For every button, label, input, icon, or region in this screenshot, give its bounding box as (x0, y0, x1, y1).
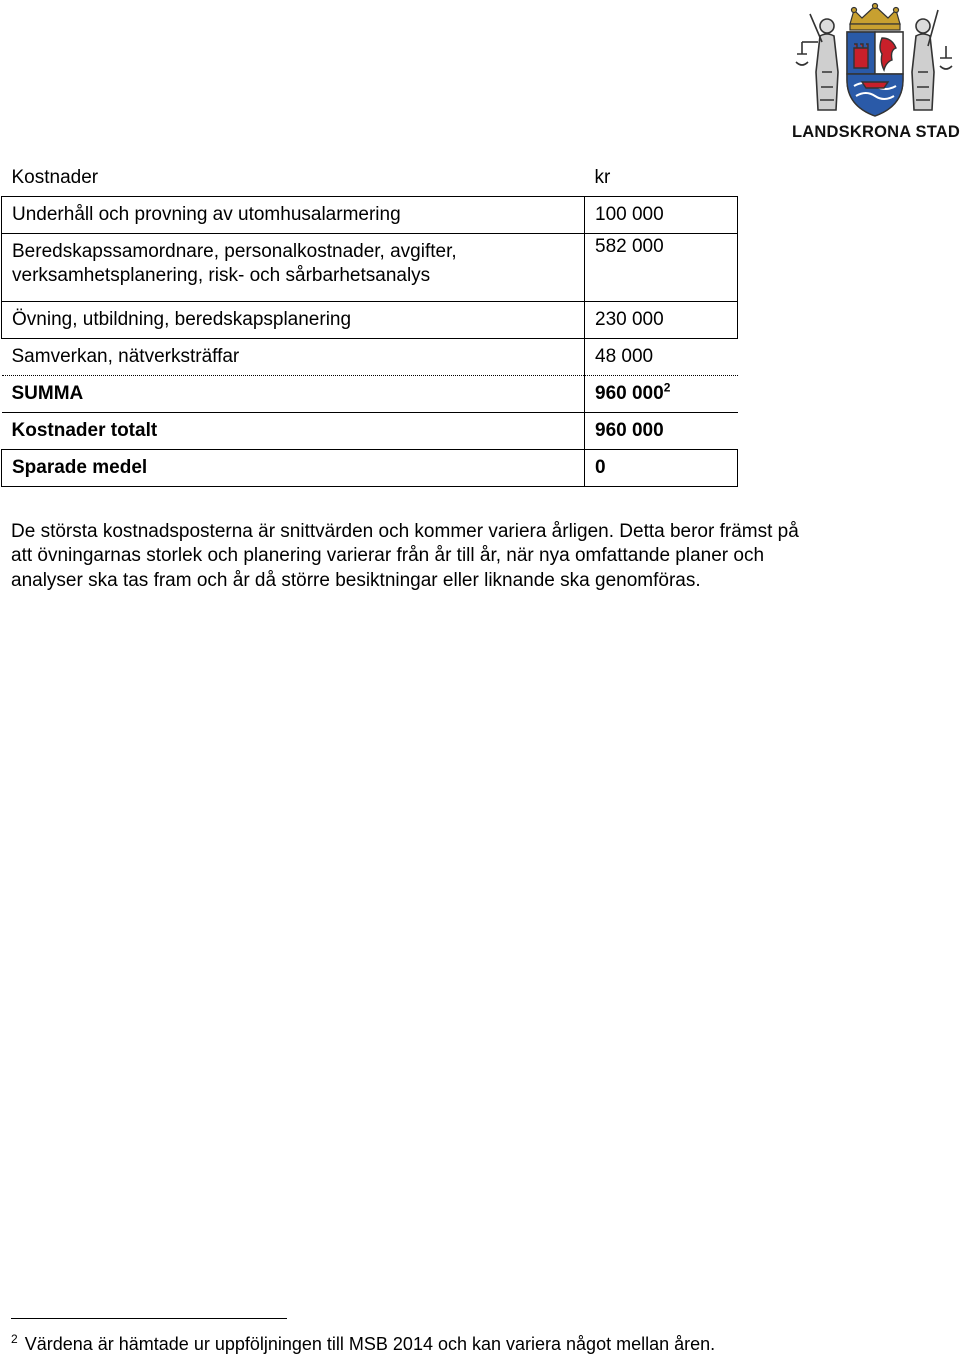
coat-of-arms-icon (792, 2, 958, 120)
saved-amount: 0 (585, 450, 738, 487)
table-row (2, 339, 738, 376)
row-label (2, 234, 585, 302)
row-amount: 48 000 (585, 339, 738, 376)
footnote-separator (11, 1318, 287, 1319)
table-header-row (2, 160, 738, 197)
footnote (11, 1333, 715, 1355)
row-label-line: verksamhetsplanering, risk- och sårbarhetsanalys (12, 265, 431, 286)
summa-label: SUMMA (2, 376, 585, 413)
row-label-line: Beredskapssamordnare, personalkostnader, avgifter, (12, 241, 457, 262)
body-paragraph: De största kostnadsposterna är snittvärden och kommer variera årligen. Detta beror främst på att övningarnas storlek och planering varierar från år till år, när nya omfattande planer och analyser ska tas fram och år då större besiktningar eller liknande ska genomföras. (11, 521, 799, 591)
cost-table (1, 160, 738, 487)
total-amount: 960 000 (585, 413, 738, 450)
landskrona-logo (792, 2, 958, 144)
summa-amount (585, 376, 738, 413)
row-amount: 100 000 (585, 197, 738, 234)
summa-value: 960 000 (595, 383, 664, 404)
saved-label: Sparade medel (2, 450, 585, 487)
saved-row (2, 450, 738, 487)
footnote-ref: 2 (663, 380, 671, 395)
row-amount: 582 000 (585, 234, 738, 302)
table-row (2, 302, 738, 339)
column-header-kostnader: Kostnader (11, 167, 99, 188)
table-row (2, 197, 738, 234)
column-header-kr: kr (594, 167, 611, 188)
logo-wordmark: LANDSKRONA STAD (792, 123, 960, 141)
row-label: Övning, utbildning, beredskapsplanering (2, 302, 585, 339)
footnote-number: 2 (11, 1332, 18, 1346)
row-amount: 230 000 (585, 302, 738, 339)
total-label: Kostnader totalt (2, 413, 585, 450)
row-label: Underhåll och provning av utomhusalarmering (2, 197, 585, 234)
table-row (2, 234, 738, 302)
summa-row (2, 376, 738, 413)
row-label: Samverkan, nätverksträffar (2, 339, 585, 376)
total-row (2, 413, 738, 450)
footnote-text: Värdena är hämtade ur uppföljningen till MSB 2014 och kan variera något mellan åren. (24, 1334, 716, 1354)
